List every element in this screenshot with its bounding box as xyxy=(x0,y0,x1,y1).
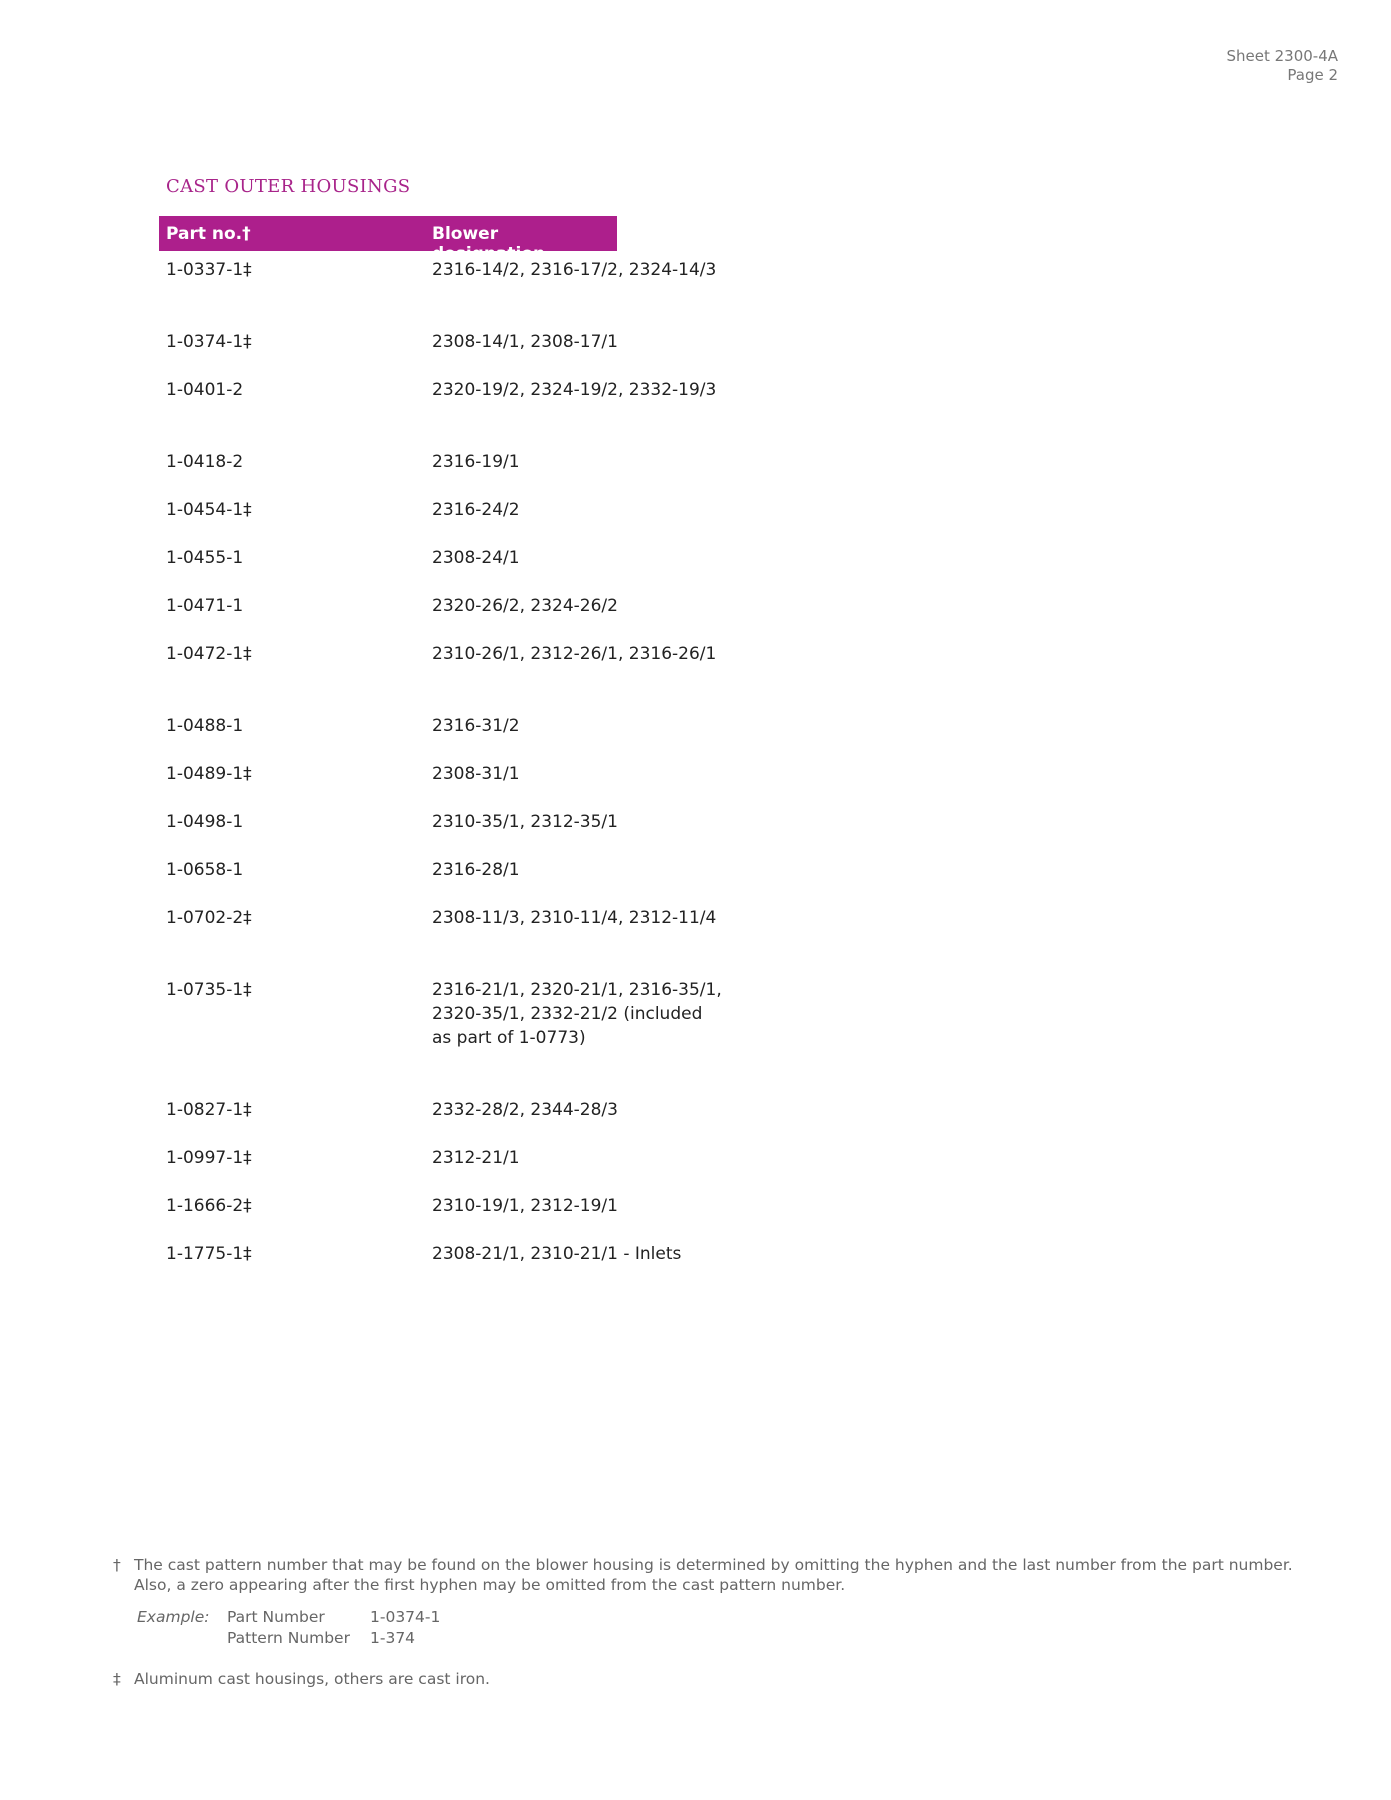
part-number: 1-0489-1‡ xyxy=(166,764,252,784)
blower-designation: 2316-28/1 xyxy=(432,860,520,880)
blower-designation: 2308-11/3, 2310-11/4, 2312-11/4 xyxy=(432,908,717,928)
part-number: 1-0997-1‡ xyxy=(166,1148,252,1168)
blower-designation: 2316-21/1, 2320-21/1, 2316-35/1, 2320-35/1, 2332-21/2 (included as part of 1-0773) xyxy=(432,980,722,1048)
column-header-part: Part no.† xyxy=(166,224,251,244)
example-pattern-label: Pattern Number xyxy=(227,1629,350,1647)
blower-designation: 2316-31/2 xyxy=(432,716,520,736)
sheet-number: Sheet 2300-4A xyxy=(1226,47,1338,65)
part-number: 1-0337-1‡ xyxy=(166,260,252,280)
blower-designation: 2316-19/1 xyxy=(432,452,520,472)
blower-designation: 2312-21/1 xyxy=(432,1148,520,1168)
blower-designation: 2310-19/1, 2312-19/1 xyxy=(432,1196,618,1216)
dagger-footnote: The cast pattern number that may be found on the blower housing is determined by omitting the hyphen and the last number from the part number. Also, a zero appearing after the first hyphen may be omitted from the cast pattern number. xyxy=(134,1556,1293,1594)
example-label: Example: xyxy=(137,1608,210,1626)
part-number: 1-0454-1‡ xyxy=(166,500,252,520)
part-number: 1-0455-1 xyxy=(166,548,244,568)
double-dagger-symbol: ‡ xyxy=(113,1670,121,1688)
section-title: CAST OUTER HOUSINGS xyxy=(166,176,411,197)
part-number: 1-0401-2 xyxy=(166,380,244,400)
example-pattern-value: 1-374 xyxy=(370,1629,416,1647)
example-part-label: Part Number xyxy=(227,1608,325,1626)
blower-designation: 2308-21/1, 2310-21/1 - Inlets xyxy=(432,1244,682,1264)
part-number: 1-0488-1 xyxy=(166,716,244,736)
blower-designation: 2316-24/2 xyxy=(432,500,520,520)
example-part-value: 1-0374-1 xyxy=(370,1608,441,1626)
double-dagger-footnote: Aluminum cast housings, others are cast iron. xyxy=(134,1670,490,1688)
blower-designation: 2316-14/2, 2316-17/2, 2324-14/3 xyxy=(432,260,717,280)
blower-designation: 2320-26/2, 2324-26/2 xyxy=(432,596,618,616)
part-number: 1-0658-1 xyxy=(166,860,244,880)
dagger-symbol: † xyxy=(113,1556,121,1574)
blower-designation: 2308-31/1 xyxy=(432,764,520,784)
part-number: 1-0827-1‡ xyxy=(166,1100,252,1120)
part-number: 1-0498-1 xyxy=(166,812,244,832)
part-number: 1-1775-1‡ xyxy=(166,1244,252,1264)
blower-designation: 2310-35/1, 2312-35/1 xyxy=(432,812,618,832)
blower-designation: 2310-26/1, 2312-26/1, 2316-26/1 xyxy=(432,644,717,664)
blower-designation: 2308-14/1, 2308-17/1 xyxy=(432,332,618,352)
sheet-header xyxy=(1226,47,1338,85)
part-number: 1-0702-2‡ xyxy=(166,908,252,928)
blower-designation: 2320-19/2, 2324-19/2, 2332-19/3 xyxy=(432,380,717,400)
part-number: 1-0471-1 xyxy=(166,596,244,616)
part-number: 1-0735-1‡ xyxy=(166,980,252,1000)
blower-designation: 2332-28/2, 2344-28/3 xyxy=(432,1100,618,1120)
page-number: Page 2 xyxy=(1287,66,1338,84)
blower-designation: 2308-24/1 xyxy=(432,548,520,568)
column-header-blower: Blower designation xyxy=(432,224,546,264)
part-number: 1-0418-2 xyxy=(166,452,244,472)
part-number: 1-0374-1‡ xyxy=(166,332,252,352)
part-number: 1-0472-1‡ xyxy=(166,644,252,664)
part-number: 1-1666-2‡ xyxy=(166,1196,252,1216)
table-header xyxy=(159,216,617,264)
